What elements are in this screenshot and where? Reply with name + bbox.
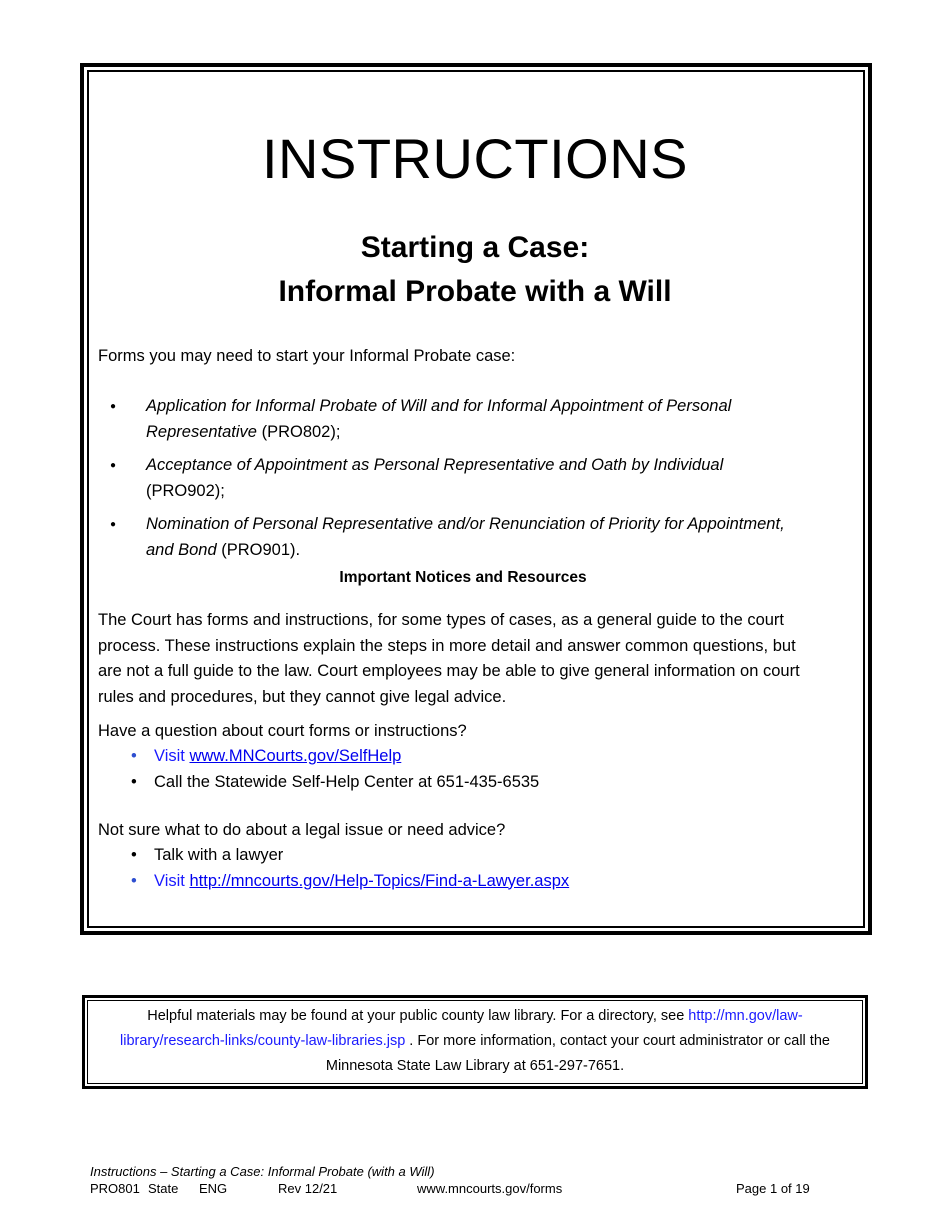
list-item: • Visit http://mncourts.gov/Help-Topics/Find-a-Lawyer.aspx [98, 869, 828, 895]
list-item: • Visit www.MNCourts.gov/SelfHelp [98, 744, 828, 770]
footer-page-number: Page 1 of 19 [736, 1181, 810, 1196]
form-item: ● Acceptance of Appointment as Personal Representative and Oath by Individual (PRO902); [98, 453, 788, 504]
list-item: • Talk with a lawyer [98, 843, 828, 869]
forms-list [98, 394, 788, 571]
law-library-link[interactable]: http://mn.gov/law-library/research-links/county-law-libraries.jsp [120, 1008, 803, 1049]
list-item: • Call the Statewide Self-Help Center at 651-435-6535 [98, 770, 828, 796]
question-advice: Not sure what to do about a legal issue or need advice? [98, 821, 506, 839]
footer-site: www.mncourts.gov/forms [417, 1181, 563, 1196]
selfhelp-link[interactable]: www.MNCourts.gov/SelfHelp [189, 747, 402, 765]
footer-state: State [148, 1181, 179, 1196]
footer-form-number: PRO801 [90, 1181, 140, 1196]
subtitle-line-2: Informal Probate with a Will [278, 275, 672, 308]
notices-text: The Court has forms and instructions, for some types of cases, as a general guide to the court process. These instructions explain the steps in more detail and answer common questions, but are not a full guide to the law. Court employees may be able to give general information on court rules and procedures, but they cannot give legal advice. [98, 611, 800, 706]
law-library-box [82, 995, 868, 1089]
question-forms: Have a question about court forms or instructions? [98, 722, 467, 740]
page-title: INSTRUCTIONS [262, 127, 688, 190]
form-item: ● Application for Informal Probate of Will and for Informal Appointment of Personal Representative (PRO802); [98, 394, 788, 445]
advice-list [98, 843, 828, 894]
footer-title: Instructions – Starting a Case: Informal Probate (with a Will) [90, 1164, 435, 1179]
footer-language: ENG [199, 1181, 228, 1196]
notices-heading: Important Notices and Resources [339, 569, 587, 586]
subtitle-line-1: Starting a Case: [360, 231, 590, 264]
page-subtitle [0, 226, 950, 314]
form-item: ● Nomination of Personal Representative and/or Renunciation of Priority for Appointment, and Bond (PRO901). [98, 512, 788, 563]
footer-revision: Rev 12/21 [278, 1181, 338, 1196]
find-lawyer-link[interactable]: http://mncourts.gov/Help-Topics/Find-a-Lawyer.aspx [189, 871, 570, 890]
law-library-text: Helpful materials may be found at your public county law library. For a directory, see http://mn.gov/law-library/research-links/county-law-libraries.jsp . For more information, contact your court administrator or call the Minnesota State Law Library at 651-297-7651. [120, 1008, 830, 1074]
forms-intro: Forms you may need to start your Informal Probate case: [98, 347, 516, 365]
self-help-list [98, 744, 828, 795]
